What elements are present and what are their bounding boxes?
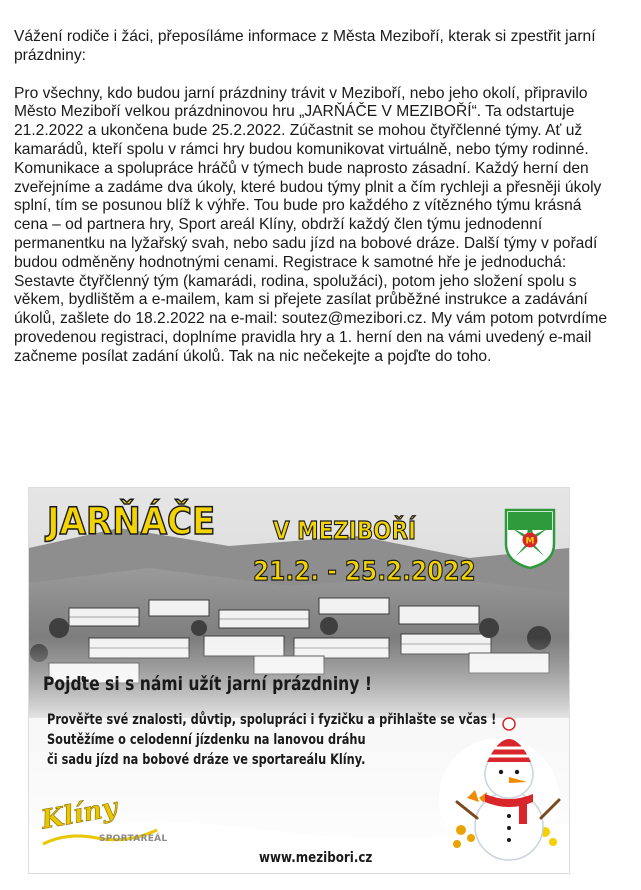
body-paragraph: Pro všechny, kdo budou jarní prázdniny trávit v Meziboří, nebo jeho okolí, připravilo Město Meziboří velkou prázdninovou hru „JARŇÁČE V MEZIBOŘÍ“. Ta odstartuje 21.2.2022 a ukončena bude 25.2.2022. Zúčastnit se mohou čtyřčlenné týmy. Ať už kamarádů, kteří spolu v rámci hry budou komunikovat virtuálně, nebo týmy rodinné. Komunikace a spolupráce hráčů v týmech bude naprosto zásadní. Každý herní den zveřejníme a zadáme dva úkoly, které budou týmy plnit a čím rychleji a přesněji úkoly splní, tím se posunou blíž k výhře. Tou bude pro každého z vítězného týmu krásná cena – od partnera hry, Sport areál Klíny, obdrží každý člen týmu jednodenní permanentku na lyžařský svah, nebo sadu jízd na bobové dráze. Další týmy v pořadí budou odměněny hodnotnými cenami. Registrace k samotné hře je jednoduchá: Sestavte čtyřčlenný tým (kamarádi, rodina, spolužáci), potom jeho složení spolu s věkem, bydlištěm a e-mailem, kam si přejete zasílat průběžné instrukce a zadávání úkolů, zašlete do 18.2.2022 na e-mail: soutez@mezibori.cz. My vám potom potvrdíme provedenou registraci, doplníme pravidla hry a 1. herní den na vámi uvedený e-mail začneme posílat zadání úkolů. Tak na nic nečekejte a pojďte do toho. — [14, 84, 608, 365]
town-crest-icon — [504, 508, 556, 570]
poster-dates: 21.2. - 25.2.2022 — [253, 556, 476, 587]
poster-slogan: Pojďte si s námi užít jarní prázdniny ! — [43, 673, 372, 695]
poster-line: Prověřte své znalosti, důvtip, spolupráci i fyzičku a přihlašte se včas ! — [47, 712, 497, 728]
greeting-paragraph: Vážení rodiče i žáci, přeposíláme informace z Města Meziboří, kterak si zpestřit jarní prázdniny: — [14, 28, 596, 64]
sponsor-subtitle: SPORTAREÁL — [99, 834, 168, 844]
snowman-icon — [449, 698, 561, 868]
poster-info-lines — [47, 710, 496, 770]
event-poster-image — [28, 487, 570, 874]
poster-title: JARŇÁČE — [47, 500, 216, 543]
crest-letter: M — [525, 536, 535, 547]
email-text — [14, 28, 614, 367]
poster-url: www.mezibori.cz — [259, 850, 373, 866]
poster-line: Soutěžíme o celodenní jízdenku na lanovou dráhu — [47, 732, 366, 748]
sponsor-name: Klíny — [39, 792, 120, 836]
poster-town: V MEZIBOŘÍ — [273, 516, 417, 545]
poster-line: či sadu jízd na bobové dráze ve sportareálu Klíny. — [47, 752, 366, 768]
